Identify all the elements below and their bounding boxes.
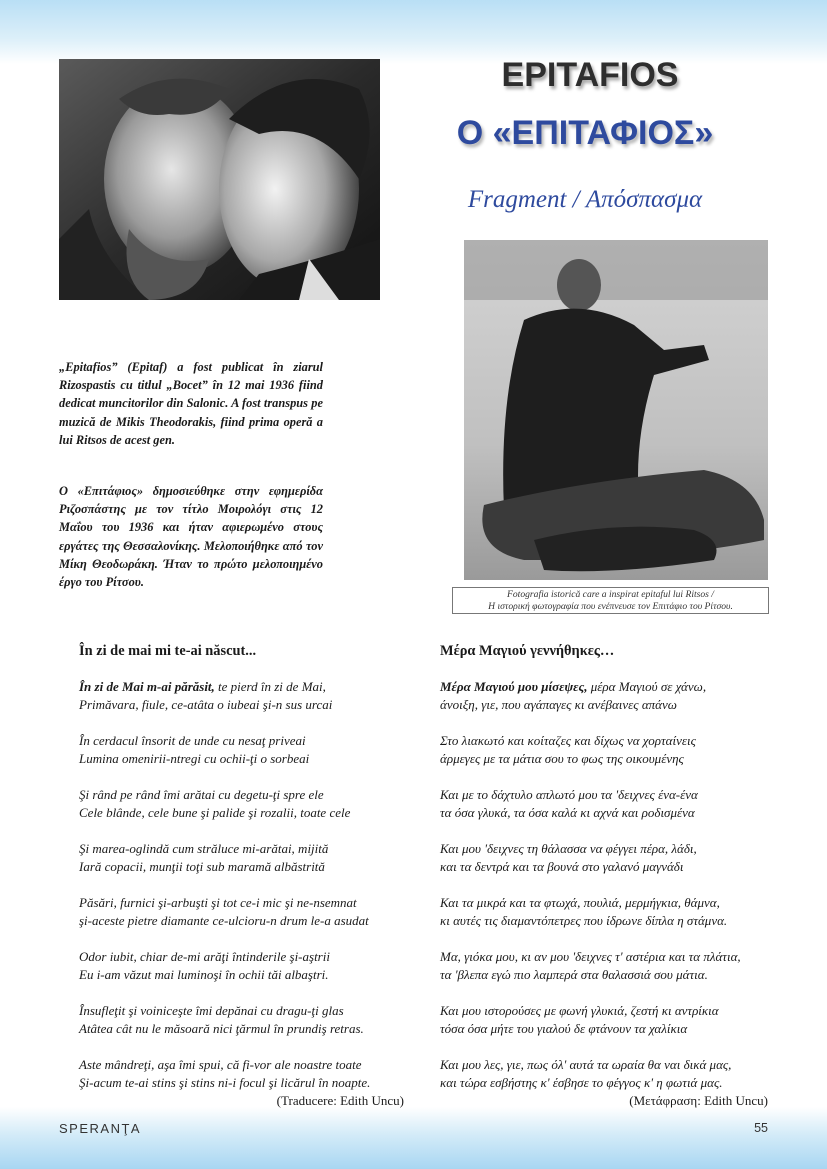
poem-title: În zi de mai mi te-ai născut... [79, 643, 257, 659]
poem-stanza [79, 894, 424, 930]
poem-line: Şi rând pe rând îmi arătai cu degetu-ţi spre ele [79, 787, 324, 802]
poem-line: Και με το δάχτυλο απλωτό μου τα 'δειχνες ένα-ένα [440, 787, 698, 802]
poem-line-rest: te pierd în zi de Mai, [214, 679, 326, 694]
poem-stanza [440, 732, 785, 768]
poem-line [79, 678, 424, 696]
subtitle: Fragment / Απόσπασμα [467, 186, 703, 213]
poem-stanza [440, 678, 785, 714]
poem-stanza [79, 1056, 424, 1092]
poem-line: Însufleţit şi voiniceşte îmi depănai cu dragu-ţi glas [79, 1003, 344, 1018]
intro-greek: Ο «Επιτάφιος» δημοσιεύθηκε στην εφημερίδα Ριζοσπάστης με τον τίτλο Μοιρολόγι στις 12 Μαΐου του 1936 και ήταν αφιερωμένο στους εργάτες της Θεσσαλονίκης. Μελοποιήθηκε από τον Μίκη Θεοδωράκη. Ήταν το πρώτο μελοποιημένο έργο του Ρίτσου. [59, 484, 323, 590]
poem-stanza [79, 732, 424, 768]
poem-line: Μα, γιόκα μου, κι αν μου 'δειχνες τ' αστέρια και τα πλάτια, [440, 949, 741, 964]
poem-line: Lumina omenirii-ntregi cu ochii-ţi o sorbeai [79, 751, 310, 766]
poem-line: Eu i-am văzut mai luminoşi în ochii tăi albaştri. [79, 967, 329, 982]
caption-line-greek: Η ιστορική φωτογραφία που ενέπνευσε τον Επιτάφιο του Ρίτσου. [488, 601, 733, 612]
poem-title: Μέρα Μαγιού γεννήθηκες… [440, 643, 615, 659]
poem-line: τα όσα γλυκά, τα όσα καλά κι αχνά και ροδισμένα [440, 805, 695, 820]
poem-stanza [79, 840, 424, 876]
poem-stanza [440, 840, 785, 876]
poem-greek [440, 643, 785, 1110]
translator-credit: (Μετάφραση: Edith Uncu) [629, 1093, 768, 1108]
poem-line: και τώρα εσβήστης κ' έσβησε το φέγγος κ' η φωτιά μας. [440, 1075, 723, 1090]
poem-stanza [440, 786, 785, 822]
poem-line: Aste mândreţi, aşa îmi spui, că fi-vor ale noastre toate [79, 1057, 362, 1072]
poem-stanza [440, 894, 785, 930]
poem-stanza [79, 786, 424, 822]
magazine-name: SPERANŢA [59, 1121, 142, 1136]
photo-caption [452, 587, 769, 614]
poem-stanza [79, 948, 424, 984]
poem-line: Και μου 'δειχνες τη θάλασσα να φέγγει πέρα, λάδι, [440, 841, 697, 856]
poem-line: άνοιξη, γιε, που αγάπαγες κι ανέβαινες απάνω [440, 697, 677, 712]
poem-line: Στο λιακωτό και κοίταζες και δίχως να χορταίνεις [440, 733, 696, 748]
historic-photo [464, 240, 768, 580]
poem-stanza [79, 1002, 424, 1038]
poem-line-lead: În zi de Mai m-ai părăsit, [79, 679, 215, 694]
poem-line: Şi-acum te-ai stins şi stins ni-i focul şi licărul în noapte. [79, 1075, 371, 1090]
poem-line: άρμεγες με τα μάτια σου το φως της οικουμένης [440, 751, 684, 766]
page-number: 55 [754, 1121, 768, 1135]
poem-line: Odor iubit, chiar de-mi arăţi întinderile şi-aştrii [79, 949, 330, 964]
poem-line: τόσα όσα μήτε του γιαλού δε φτάνουν τα χαλίκια [440, 1021, 688, 1036]
poem-line: Και τα μικρά και τα φτωχά, πουλιά, μερμήγκια, θάμνα, [440, 895, 720, 910]
poem-line: Iară copacii, munţii toţi sub maramă albăstrită [79, 859, 325, 874]
poem-line [440, 678, 785, 696]
translator-credit: (Traducere: Edith Uncu) [276, 1093, 404, 1108]
intro-romanian: „Epitafios” (Epitaf) a fost publicat în ziarul Rizospastis cu titlul „Bocet” în 12 mai 1936 fiind dedicat muncitorilor din Salonic. A fost transpus pe muzică de Mikis Theodorakis, fiind prima operă a lui Ritsos de acest gen. [59, 360, 323, 447]
poem-line: Cele blânde, cele bune şi palide şi rozalii, toate cele [79, 805, 351, 820]
poem-line: Şi marea-oglindă cum străluce mi-arătai, mijită [79, 841, 329, 856]
poem-stanza [440, 1056, 785, 1092]
poem-line: În cerdacul însorit de unde cu nesaţ priveai [79, 733, 306, 748]
poem-line: κι αυτές τις διαμαντόπετρες που ίδρωνε δίπλα η στάμνα. [440, 913, 728, 928]
poem-line: Και μου ιστορούσες με φωνή γλυκιά, ζεστή κι αντρίκια [440, 1003, 719, 1018]
poem-line: Păsări, furnici şi-arbuşti şi tot ce-i mic şi ne-nsemnat [79, 895, 357, 910]
poem-line: Primăvara, fiule, ce-atâta o iubeai şi-n sus urcai [79, 697, 333, 712]
poem-line: şi-aceste pietre diamante ce-ulcioru-n drum le-a asudat [79, 913, 369, 928]
poem-stanza [79, 678, 424, 714]
poem-stanza [440, 1002, 785, 1038]
poem-romanian [79, 643, 424, 1110]
poem-stanza [440, 948, 785, 984]
poem-line: τα 'βλεπα εγώ πιο λαμπερά στα θαλασσιά σου μάτια. [440, 967, 708, 982]
portrait-photo [59, 59, 380, 300]
title-greek: Ο «ΕΠΙΤΑΦΙΟΣ» [456, 114, 714, 152]
poem-line: και τα δεντρά και τα βουνά στο γαλανό μαγνάδι [440, 859, 684, 874]
top-gradient-band [0, 0, 827, 64]
poem-line-lead: Μέρα Μαγιού μου μίσεψες, [440, 679, 588, 694]
poem-line: Και μου λες, γιε, πως όλ' αυτά τα ωραία θα ναι δικά μας, [440, 1057, 732, 1072]
bottom-gradient-band [0, 1107, 827, 1169]
caption-line-romanian: Fotografia istorică care a inspirat epitaful lui Ritsos / [507, 589, 714, 600]
title-latin: EPITAFIOS [501, 56, 679, 94]
poem-line-rest: μέρα Μαγιού σε χάνω, [587, 679, 707, 694]
poem-line: Atâtea cât nu le măsoară nici ţărmul în prundiş retras. [79, 1021, 364, 1036]
